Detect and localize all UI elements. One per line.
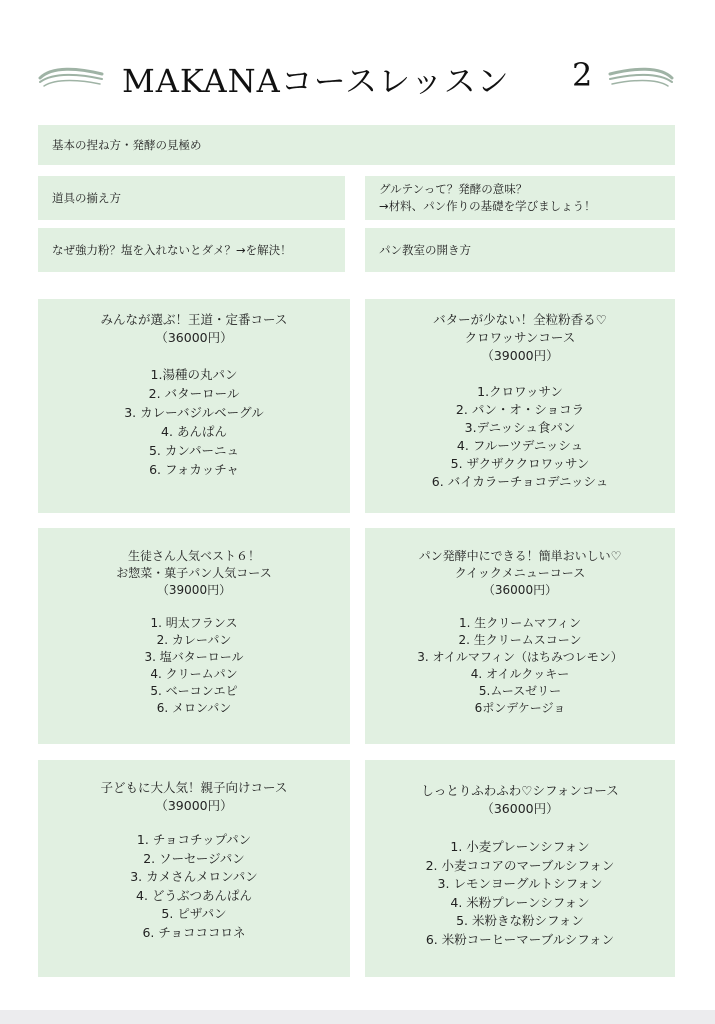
list-item: 3. カレーバジルベーグル [124,405,264,420]
list-item: 5. 米粉きな粉シフォン [456,913,584,928]
course-price: （39000円） [155,798,233,813]
course-heading: みんなが選ぶ！王道・定番コース [100,312,288,327]
list-item: 4. あんぱん [161,424,227,439]
course-heading: お惣菜・菓子パン人気コース [116,566,272,580]
course-menu-list [38,831,350,942]
list-item: 1. 小麦プレーンシフォン [450,839,590,854]
topic-open-school: パン教室の開き方 [365,228,675,272]
list-item: 3. オイルマフィン（はちみつレモン） [417,650,623,664]
list-item: 3. レモンヨーグルトシフォン [437,876,603,891]
list-item: 5.ムースゼリー [478,684,562,698]
list-item: 5. ピザパン [161,906,227,921]
list-item: 5. ザクザククロワッサン [450,456,590,471]
list-item: 6. 米粉コーヒーマーブルシフォン [425,931,615,947]
course-price: （39000円） [481,348,559,363]
list-item: 6ポンデケージョ [474,701,566,715]
course-heading: クロワッサンコース [464,330,576,345]
list-item: 2. 小麦ココアのマーブルシフォン [425,857,615,873]
course-card-chiffon [365,760,675,977]
page-title-number: 2 [572,56,593,94]
topic-tools: 道具の揃え方 [38,176,345,220]
course-card-croissant [365,299,675,513]
course-menu-list [365,838,675,949]
course-heading: バターが少ない！全粒粉香る♡ [433,312,607,327]
list-item: 1. 明太フランス [150,616,238,630]
bottom-edge [0,1010,715,1024]
course-heading: しっとりふわふわ♡シフォンコース [421,783,619,798]
course-price: （36000円） [482,583,558,597]
list-item: 2. カレーパン [156,633,232,647]
list-item: 4. フルーツデニッシュ [456,438,584,453]
list-item: 2. パン・オ・ショコラ [455,402,585,417]
topic-gluten: グルテンって？発酵の意味？ →材料、パン作りの基礎を学びましょう！ [365,176,675,220]
course-price: （39000円） [156,583,232,597]
topic-flour-salt: なぜ強力粉？塩を入れないとダメ？→を解決！ [38,228,345,272]
header [0,56,715,100]
list-item: 6. メロンパン [156,701,232,715]
list-item: 1.クロワッサン [477,384,563,399]
topic-basics: 基本の捏ね方・発酵の見極め [38,125,675,165]
course-menu-list [38,615,350,717]
course-card-quick [365,528,675,744]
list-item: 2. 生クリームスコーン [458,633,582,647]
course-heading: 子どもに大人気！親子向けコース [100,780,288,795]
decorative-swirl-left-icon [38,64,104,90]
course-menu-list [38,365,350,479]
list-item: 4. クリームパン [150,667,238,681]
course-menu-list [365,615,675,717]
course-price: （36000円） [481,801,559,816]
course-heading: クイックメニューコース [454,566,586,580]
list-item: 3. カメさんメロンパン [130,869,258,884]
list-item: 4. 米粉プレーンシフォン [450,894,590,910]
list-item: 6. チョコココロネ [142,924,246,940]
course-card-popular [38,528,350,744]
list-item: 1. チョコチップパン [136,832,252,847]
course-heading: パン発酵中にできる！簡単おいしい♡ [418,549,622,563]
list-item: 1. 生クリームマフィン [458,616,582,630]
list-item: 3.デニッシュ食パン [464,420,576,435]
course-menu-list [365,383,675,491]
list-item: 3. 塩バターロール [144,650,244,664]
list-item: 6. フォカッチャ [149,462,239,477]
course-price: （36000円） [155,330,233,345]
list-item: 4. どうぶつあんぱん [136,887,252,903]
list-item: 1.湯種の丸パン [150,367,238,382]
decorative-swirl-right-icon [608,64,674,90]
list-item: 2. ソーセージパン [143,850,245,866]
list-item: 5. ベーコンエピ [150,684,238,698]
list-item: 5. カンパーニュ [148,443,240,458]
course-card-classic [38,299,350,513]
course-card-kids [38,760,350,977]
course-heading: 生徒さん人気ベスト６！ [127,549,260,563]
list-item: 6. バイカラーチョコデニッシュ [431,474,609,489]
list-item: 4. オイルクッキー [470,667,570,681]
page-title: MAKANAコースレッスン [122,62,510,100]
list-item: 2. バターロール [148,386,240,401]
